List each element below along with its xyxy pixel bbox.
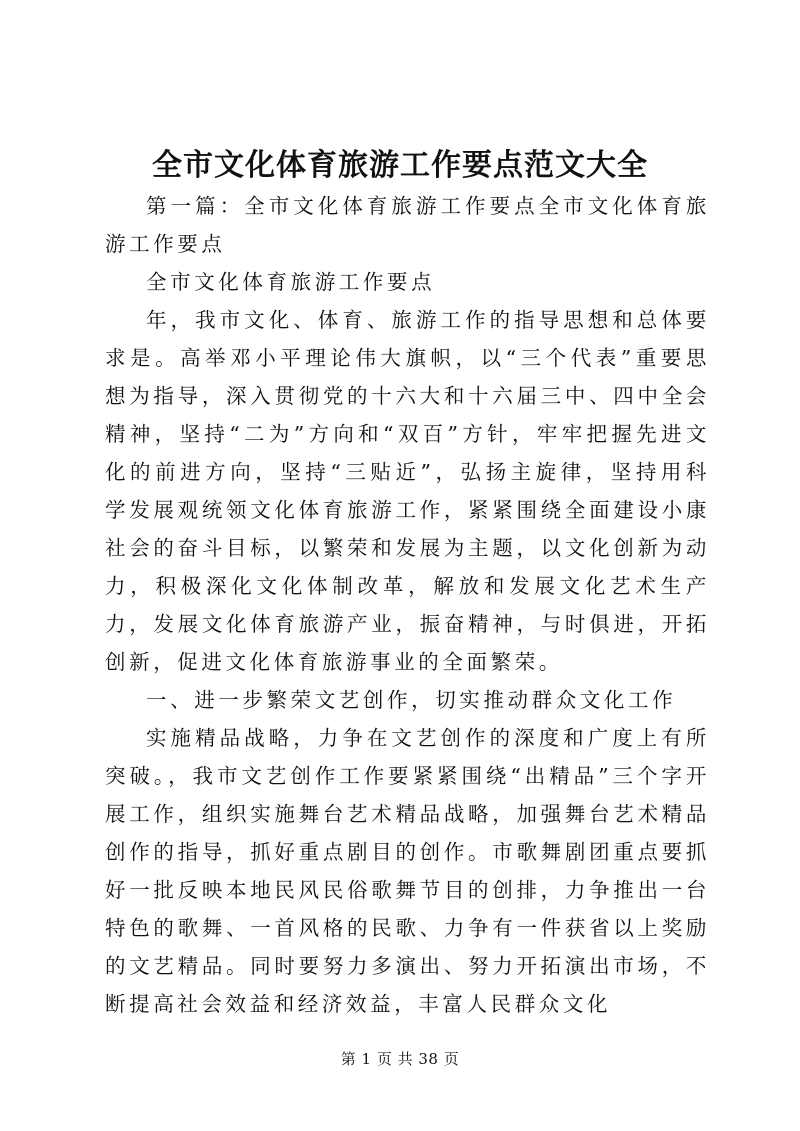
paragraph-literary-creation: 实施精品战略，力争在文艺创作的深度和广度上有所突破。，我市文艺创作工作要紧紧围绕“出精品”三个字开展工作，组织实施舞台艺术精品战略，加强舞台艺术精品创作的指导，抓好重点剧目的创作。市歌舞剧团重点要抓好一批反映本地民风民俗歌舞节目的创排，力争推出一台特色的歌舞、一首风格的民歌、力争有一件获省以上奖励的文艺精品。同时要努力多演出、努力开拓演出市场，不断提高社会效益和经济效益，丰富人民群众文化 [105, 726, 710, 1016]
paragraph-heading-part-one: 第一篇：全市文化体育旅游工作要点全市文化体育旅游工作要点 [105, 194, 710, 256]
document-title: 全市文化体育旅游工作要点范文大全 [152, 148, 648, 183]
page-number-footer: 第 1 页 共 38 页 [340, 1050, 460, 1068]
paragraph-subtitle: 全市文化体育旅游工作要点 [146, 270, 436, 294]
document-body [105, 187, 710, 1023]
paragraph-guiding-ideology: 年，我市文化、体育、旅游工作的指导思想和总体要求是。高举邓小平理论伟大旗帜，以“三个代表”重要思想为指导，深入贯彻党的十六大和十六届三中、四中全会精神，坚持“二为”方向和“双百”方针，牢牢把握先进文化的前进方向，坚持“三贴近”，弘扬主旋律，坚持用科学发展观统领文化体育旅游工作，紧紧围绕全面建设小康社会的奋斗目标，以繁荣和发展为主题，以文化创新为动力，积极深化文化体制改革，解放和发展文化艺术生产力，发展文化体育旅游产业，振奋精神，与时俱进，开拓创新，促进文化体育旅游事业的全面繁荣。 [105, 308, 710, 674]
paragraph-section-one-heading: 一、进一步繁荣文艺创作，切实推动群众文化工作 [146, 688, 677, 712]
